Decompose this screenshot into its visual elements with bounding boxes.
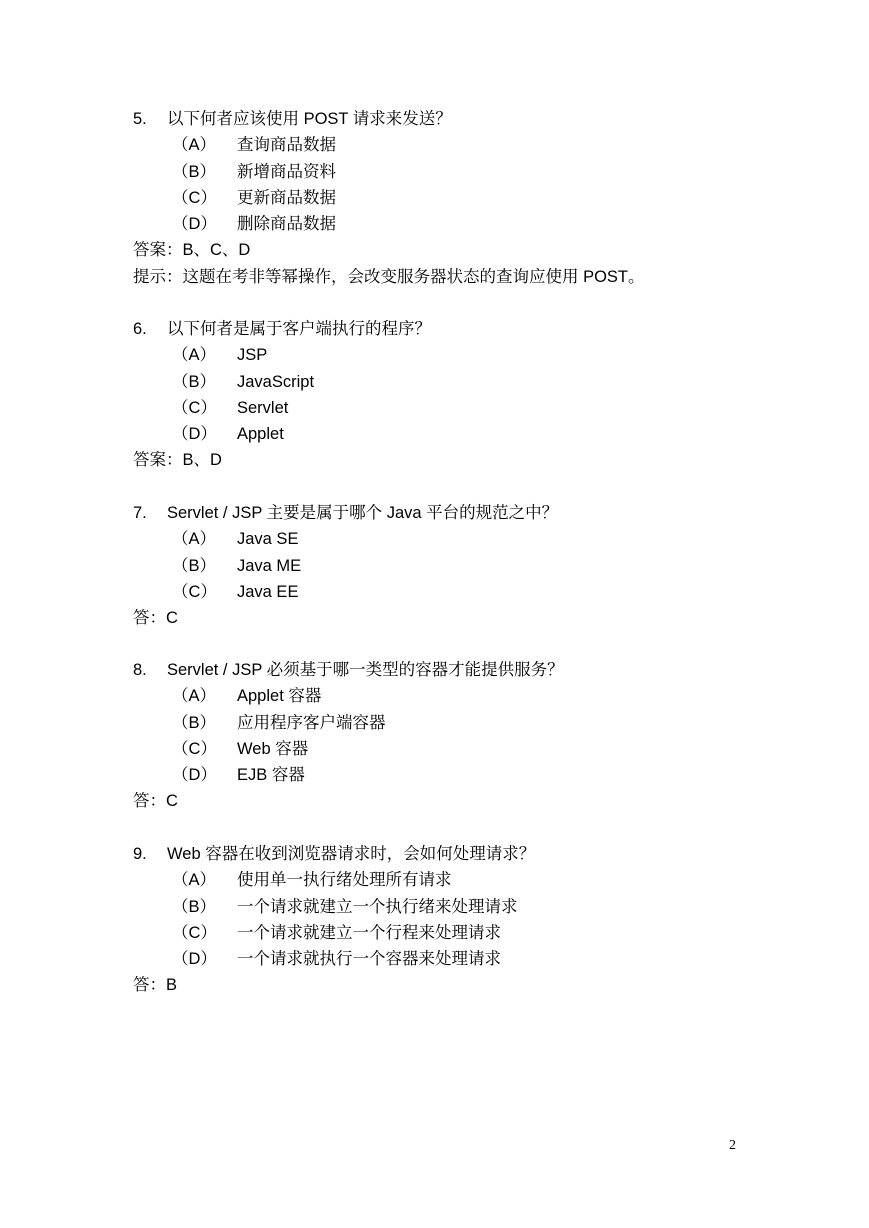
option-label: （B） xyxy=(172,372,217,391)
answer: 答：C xyxy=(133,792,178,811)
option-c xyxy=(133,736,773,762)
option-text: Applet xyxy=(237,425,284,444)
question-7 xyxy=(133,500,773,631)
option-a xyxy=(133,526,773,552)
option-label: （C） xyxy=(172,398,217,417)
option-b xyxy=(133,553,773,579)
question-5 xyxy=(133,106,773,290)
question-stem xyxy=(133,316,773,342)
option-b xyxy=(133,710,773,736)
option-text: Web 容器 xyxy=(237,739,309,758)
option-text: 一个请求就建立一个行程来处理请求 xyxy=(237,923,501,942)
answer: 答：C xyxy=(133,609,178,628)
option-text: 一个请求就执行一个容器来处理请求 xyxy=(237,950,501,969)
option-label: （A） xyxy=(172,136,217,155)
option-label: （A） xyxy=(172,346,217,365)
answer: 答案：B、D xyxy=(133,451,222,470)
question-number: 6. xyxy=(133,320,147,338)
option-text: Java ME xyxy=(237,556,302,575)
question-number: 7. xyxy=(133,504,147,522)
option-text: Applet 容器 xyxy=(237,687,322,706)
option-label: （D） xyxy=(172,766,217,785)
question-text: Servlet / JSP 必须基于哪一类型的容器才能提供服务？ xyxy=(167,661,564,679)
option-d xyxy=(133,762,773,788)
option-b xyxy=(133,369,773,395)
option-text: 新增商品资料 xyxy=(237,162,336,181)
option-a xyxy=(133,867,773,893)
option-c xyxy=(133,185,773,211)
option-text: 查询商品数据 xyxy=(237,136,336,155)
option-label: （D） xyxy=(172,425,217,444)
option-c xyxy=(133,920,773,946)
question-stem xyxy=(133,106,773,132)
answer: 答案：B、C、D xyxy=(133,241,251,260)
question-number: 9. xyxy=(133,845,147,863)
question-number: 8. xyxy=(133,661,147,679)
option-label: （B） xyxy=(172,713,217,732)
hint: 提示：这题在考非等幂操作，会改变服务器状态的查询应使用 POST。 xyxy=(133,267,645,286)
option-text: 删除商品数据 xyxy=(237,215,336,234)
option-a xyxy=(133,342,773,368)
option-d xyxy=(133,946,773,972)
option-b xyxy=(133,894,773,920)
answer: 答：B xyxy=(133,976,178,995)
option-c xyxy=(133,579,773,605)
option-text: 应用程序客户端容器 xyxy=(237,713,386,732)
option-label: （C） xyxy=(172,923,217,942)
question-8 xyxy=(133,657,773,815)
question-text: Web 容器在收到浏览器请求时，会如何处理请求？ xyxy=(167,845,536,863)
question-stem xyxy=(133,841,773,867)
option-a xyxy=(133,683,773,709)
option-a xyxy=(133,132,773,158)
option-c xyxy=(133,395,773,421)
option-label: （C） xyxy=(172,188,217,207)
option-text: Java SE xyxy=(237,530,299,549)
question-9 xyxy=(133,841,773,999)
question-text: Servlet / JSP 主要是属于哪个 Java 平台的规范之中？ xyxy=(167,504,559,522)
question-stem xyxy=(133,500,773,526)
option-label: （B） xyxy=(172,162,217,181)
option-label: （A） xyxy=(172,871,217,890)
option-text: 使用单一执行绪处理所有请求 xyxy=(237,871,452,890)
option-text: 一个请求就建立一个执行绪来处理请求 xyxy=(237,897,518,916)
question-stem xyxy=(133,657,773,683)
question-text: 以下何者应该使用 POST 请求来发送？ xyxy=(167,110,452,128)
option-b xyxy=(133,159,773,185)
option-text: Servlet xyxy=(237,398,289,417)
option-label: （B） xyxy=(172,556,217,575)
option-text: Java EE xyxy=(237,582,299,601)
question-text: 以下何者是属于客户端执行的程序？ xyxy=(167,320,431,338)
question-number: 5. xyxy=(133,110,147,128)
option-label: （C） xyxy=(172,582,217,601)
option-text: JavaScript xyxy=(237,372,315,391)
option-label: （A） xyxy=(172,530,217,549)
option-text: JSP xyxy=(237,346,268,365)
option-label: （A） xyxy=(172,687,217,706)
option-label: （C） xyxy=(172,739,217,758)
option-label: （D） xyxy=(172,950,217,969)
option-d xyxy=(133,211,773,237)
option-d xyxy=(133,421,773,447)
option-label: （B） xyxy=(172,897,217,916)
option-text: EJB 容器 xyxy=(237,766,305,785)
option-label: （D） xyxy=(172,215,217,234)
page-number: 2 xyxy=(729,1138,736,1153)
option-text: 更新商品数据 xyxy=(237,188,336,207)
question-6 xyxy=(133,316,773,474)
